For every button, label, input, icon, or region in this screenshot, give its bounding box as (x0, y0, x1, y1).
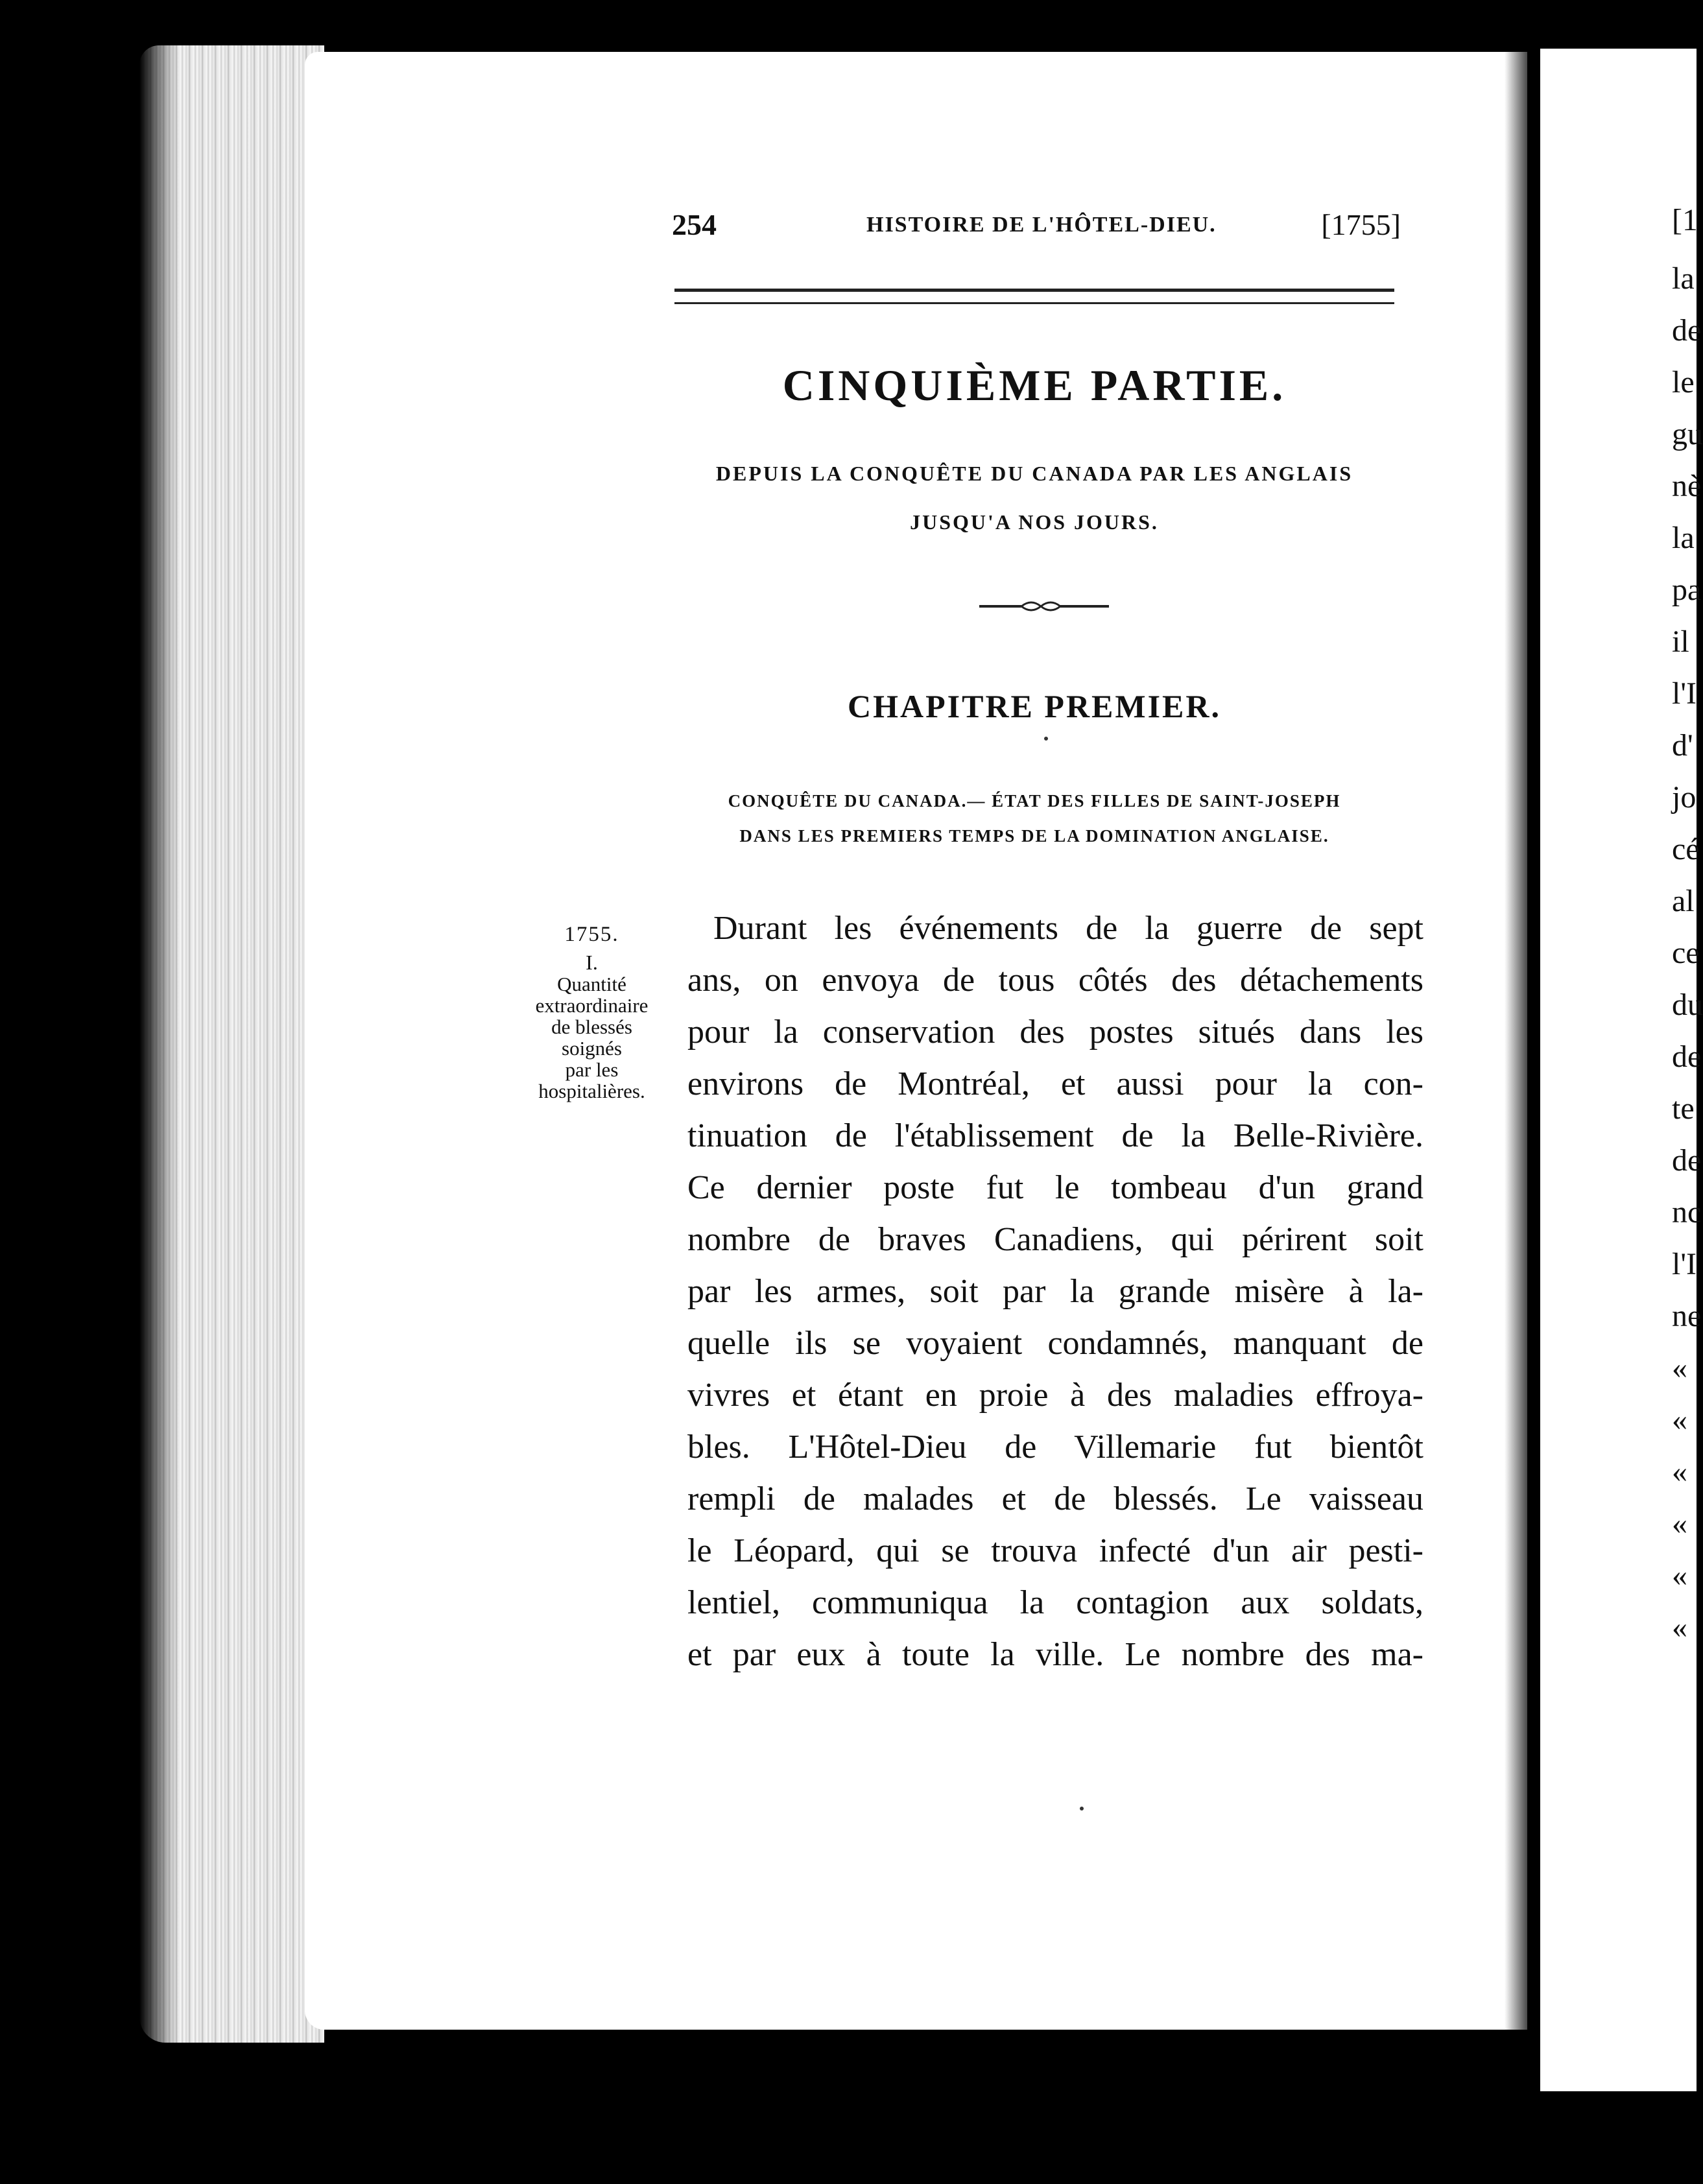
facing-line: la (1672, 261, 1695, 296)
body-line: le Léopard, qui se trouva infecté d'un air pesti- (687, 1532, 1423, 1569)
body-line: bles. L'Hôtel-Dieu de Villemarie fut bientôt (687, 1429, 1423, 1466)
body-line: tinuation de l'établissement de la Belle-Rivière. (687, 1117, 1423, 1154)
facing-line: ce (1672, 936, 1700, 970)
facing-line: cé (1672, 832, 1700, 866)
facing-line: « (1672, 1351, 1687, 1385)
facing-line: nc (1672, 1195, 1702, 1229)
facing-line: d' (1672, 728, 1693, 763)
part-subtitle: JUSQU'A NOS JOURS. (910, 510, 1159, 534)
facing-line: gu (1672, 417, 1703, 451)
facing-line: « (1672, 1403, 1687, 1437)
body-line: quelle ils se voyaient condamnés, manquant de (687, 1325, 1423, 1362)
facing-line: te (1672, 1091, 1695, 1126)
facing-line: al (1672, 884, 1695, 918)
facing-line: du (1672, 988, 1703, 1022)
margin-line: soignés (562, 1037, 622, 1060)
facing-line: il (1672, 624, 1689, 659)
body-line: environs de Montréal, et aussi pour la con- (687, 1065, 1423, 1102)
page-number: 254 (672, 208, 717, 241)
body-line: vivres et étant en proie à des maladies effroya- (687, 1377, 1423, 1414)
running-head (672, 208, 1401, 246)
margin-line: extraordinaire (535, 994, 649, 1017)
facing-line: « (1672, 1610, 1687, 1644)
body-line: pour la conservation des postes situés dans les (687, 1014, 1423, 1050)
body-line: Ce dernier poste fut le tombeau d'un grand (687, 1169, 1423, 1206)
ornament-divider (979, 597, 1109, 616)
facing-line: « (1672, 1558, 1687, 1593)
facing-line: jo (1672, 780, 1697, 814)
margin-line: hospitalières. (538, 1080, 645, 1102)
chapter-summary: DANS LES PREMIERS TEMPS DE LA DOMINATION ANGLAISE. (739, 826, 1329, 846)
body-line: par les armes, soit par la grande misère à la- (687, 1273, 1423, 1310)
header-rule (674, 289, 1394, 292)
facing-page-text (1672, 195, 1703, 1654)
body-line: rempli de malades et de blessés. Le vaisseau (687, 1480, 1423, 1517)
facing-line: l'I (1672, 1247, 1697, 1281)
margin-line: Quantité (557, 973, 626, 995)
body-text (687, 903, 1423, 1681)
facing-line: pa (1672, 573, 1702, 607)
margin-note (506, 924, 678, 1102)
facing-line: de (1672, 1039, 1702, 1074)
print-speck (1044, 737, 1048, 741)
facing-line: de (1672, 1143, 1702, 1178)
header-rule (674, 302, 1394, 304)
facing-line: de (1672, 313, 1702, 348)
body-line: et par eux à toute la ville. Le nombre des ma- (687, 1636, 1423, 1673)
running-title: HISTOIRE DE L'HÔTEL-DIEU. (866, 213, 1217, 237)
facing-line: « (1672, 1506, 1687, 1541)
margin-year: 1755. (564, 923, 619, 946)
body-line: Durant les événements de la guerre de sept (713, 910, 1423, 947)
margin-number: I. (586, 951, 598, 974)
part-title: CINQUIÈME PARTIE. (782, 361, 1287, 410)
body-line: lentiel, communiqua la contagion aux soldats, (687, 1584, 1423, 1621)
chapter-summary: CONQUÊTE DU CANADA.— ÉTAT DES FILLES DE SAINT-JOSEPH (728, 791, 1341, 811)
running-year: [1755] (1321, 208, 1401, 241)
facing-line: « (1672, 1454, 1687, 1489)
body-line: nombre de braves Canadiens, qui périrent soit (687, 1221, 1423, 1258)
facing-line: le (1672, 365, 1695, 399)
margin-line: de blessés (551, 1015, 632, 1038)
facing-line: [1 (1672, 203, 1698, 237)
margin-line: par les (565, 1058, 619, 1081)
facing-line: la (1672, 521, 1695, 555)
book-page-edges (139, 45, 324, 2043)
part-subtitle: DEPUIS LA CONQUÊTE DU CANADA PAR LES ANGLAIS (715, 462, 1353, 485)
print-speck (1080, 1807, 1084, 1810)
facing-line: l'I (1672, 676, 1697, 711)
facing-line: nè (1672, 469, 1702, 503)
facing-line: ne (1672, 1299, 1702, 1333)
chapter-title: CHAPITRE PREMIER. (847, 688, 1222, 724)
body-line: ans, on envoya de tous côtés des détachements (687, 962, 1423, 999)
